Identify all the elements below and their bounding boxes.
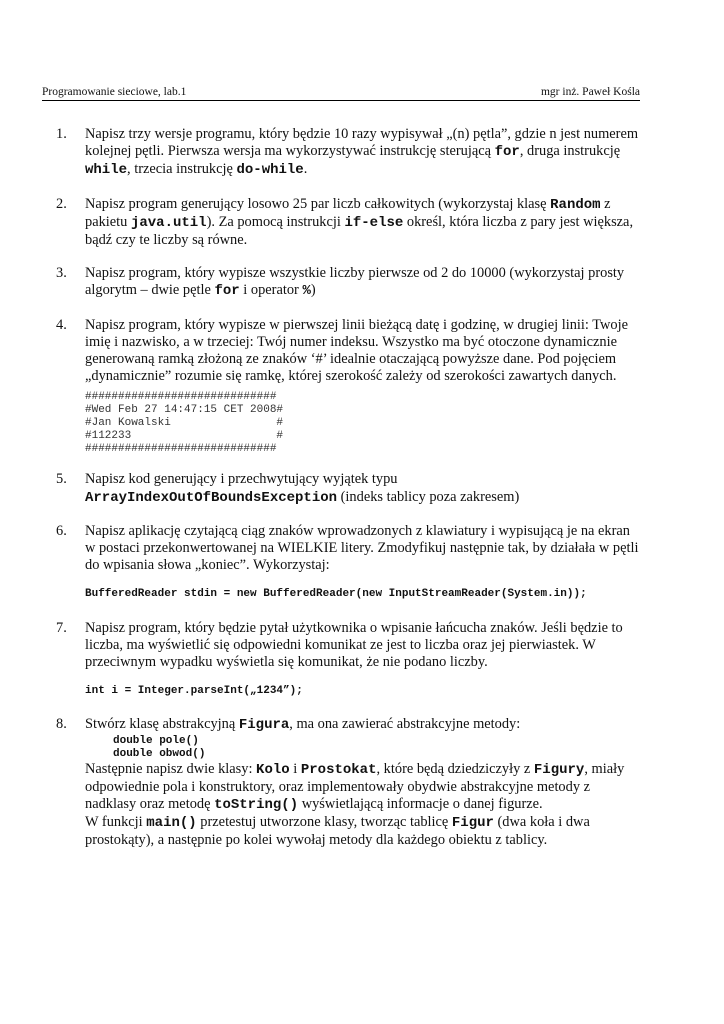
- text: ): [310, 282, 316, 299]
- text: Następnie napisz dwie klasy:: [85, 760, 257, 777]
- task-text: [85, 716, 640, 849]
- task-list: [56, 126, 640, 866]
- text: W funkcji: [85, 814, 147, 831]
- task-text: [85, 620, 640, 701]
- task-number: 1.: [56, 126, 67, 142]
- task-number: 2.: [56, 195, 67, 212]
- code-method-main: main(): [146, 815, 197, 832]
- code-snippet: int i = Integer.parseInt(„1234”);: [85, 685, 303, 698]
- header-author: mgr inż. Paweł Kośla: [540, 86, 640, 98]
- code-snippet: BufferedReader stdin = new BufferedReader(new InputStreamReader(System.in));: [85, 588, 587, 601]
- text: , ma ona zawierać abstrakcyjne metody:: [289, 716, 521, 733]
- task-number: 7.: [56, 619, 67, 636]
- task-4: [56, 317, 640, 456]
- text: (dwa koła i dwa prostokąty), a następnie po kolei wywołaj metody dla każdego obiektu z tablicy.: [85, 814, 590, 849]
- text: określ, która liczba z pary jest większa, bądź czy te liczby są równe.: [85, 213, 634, 249]
- code-class-figury: Figury: [533, 761, 585, 778]
- text: Stwórz klasę abstrakcyjną: [85, 716, 239, 733]
- text: , miały odpowiednie pola i konstruktory, oraz implementowały obydwie abstrakcyjne metody z nadklasy oraz metodę: [85, 760, 625, 813]
- task-number: 4.: [56, 316, 67, 333]
- text: , które będą dziedziczyły z: [376, 760, 534, 777]
- code-array-figur: Figur: [451, 815, 494, 832]
- task-text: [85, 265, 640, 300]
- code-class-kolo: Kolo: [256, 761, 290, 778]
- paragraph: [85, 761, 640, 815]
- task-1: [56, 126, 640, 180]
- text: Napisz program, który będzie pytał użytkownika o wpisanie łańcucha znaków. Jeśli będzie to liczba, ma wyświetlić się odpowiedni komunikat ze jest to liczba oraz jej pierwiastek. W przeciwnym wypadku wyświetla się komunikat, że nie podano liczby.: [85, 619, 623, 671]
- text: z pakietu: [85, 195, 611, 230]
- task-text: [85, 523, 640, 604]
- text: Napisz trzy wersje programu, który będzie 10 razy wypisywał „(n) pętla”, gdzie n jest numerem kolejnej pętli. Pierwsza wersja ma wykorzystywać instrukcję sterującą: [85, 126, 639, 160]
- code-operator-modulo: %: [302, 283, 311, 300]
- task-5: [56, 471, 640, 506]
- text: Napisz aplikację czytającą ciąg znaków wprowadzonych z klawiatury i wypisującą je na ekran w postaci przekonwertowanej na WIELKIE litery. Zmodyfikuj następnie tak, by działała w pętli do wpisania słowa „koniec”. Wykorzystaj:: [85, 522, 639, 574]
- text: Napisz program generujący losowo 25 par liczb całkowitych (wykorzystaj klasę: [85, 195, 551, 212]
- method-obwod: double obwod(): [113, 747, 206, 760]
- text: Napisz program, który wypisze w pierwszej linii bieżącą datę i godzinę, w drugiej linii: Twoje imię i nazwisko, a w trzeciej: Twój numer indeksu. Wszystko ma być otoczone dynamicznie generowaną ramką złożoną ze znaków ‘#’ idealnie otaczającą powyższe dane. Pod pojęciem „dynamicznie” rozumie się ramkę, której szerokość zależy od szerokości zawartych danych.: [85, 316, 629, 385]
- code-keyword-for: for: [214, 283, 240, 300]
- task-number: 6.: [56, 522, 67, 539]
- paragraph: [85, 814, 640, 849]
- text: .: [303, 161, 308, 178]
- code-keyword-for: for: [494, 144, 520, 161]
- text: (indeks tablicy poza zakresem): [337, 488, 520, 505]
- code-class-prostokat: Prostokat: [300, 761, 377, 778]
- task-number: 8.: [56, 716, 67, 733]
- code-keyword-do-while: do-while: [236, 162, 304, 179]
- text: i: [289, 760, 301, 777]
- text: i operator: [239, 282, 303, 299]
- text: przetestuj utworzone klasy, tworząc tablicę: [196, 814, 452, 831]
- abstract-methods: [113, 735, 640, 761]
- text: , druga instrukcję: [519, 143, 621, 160]
- code-keyword-if-else: if-else: [344, 214, 404, 231]
- task-number: 3.: [56, 265, 67, 282]
- task-text: [85, 317, 640, 456]
- task-6: [56, 523, 640, 604]
- task-3: [56, 265, 640, 300]
- text: , trzecia instrukcję: [127, 161, 237, 178]
- page-header: [42, 86, 640, 98]
- code-package-java-util: java.util: [130, 214, 207, 231]
- task-text: [85, 471, 640, 506]
- code-keyword-while: while: [85, 162, 128, 179]
- task-text: [85, 126, 640, 180]
- text: ). Za pomocą instrukcji: [206, 213, 345, 230]
- task-7: [56, 620, 640, 701]
- code-class-random: Random: [550, 196, 601, 213]
- code-method-tostring: toString(): [214, 797, 299, 814]
- text: Napisz program, który wypisze wszystkie liczby pierwsze od 2 do 10000 (wykorzystaj prosty algorytm – dwie pętle: [85, 265, 625, 299]
- method-pole: double pole(): [113, 734, 199, 747]
- task-2: [56, 196, 640, 250]
- task-text: [85, 196, 640, 250]
- code-exception-name: ArrayIndexOutOfBoundsException: [85, 489, 338, 506]
- code-class-figura: Figura: [238, 717, 290, 734]
- text: Napisz kod generujący i przechwytujący wyjątek typu: [85, 471, 398, 488]
- paragraph: [85, 716, 640, 734]
- header-rule: [42, 100, 640, 101]
- header-course-title: Programowanie sieciowe, lab.1: [42, 86, 187, 98]
- text: wyświetlającą informacje o danej figurze.: [298, 796, 543, 813]
- example-output-frame: ############################# #Wed Feb 27 14:47:15 CET 2008# #Jan Kowalski # #112233 # #############################: [85, 391, 284, 455]
- task-number: 5.: [56, 471, 67, 488]
- task-8: [56, 716, 640, 849]
